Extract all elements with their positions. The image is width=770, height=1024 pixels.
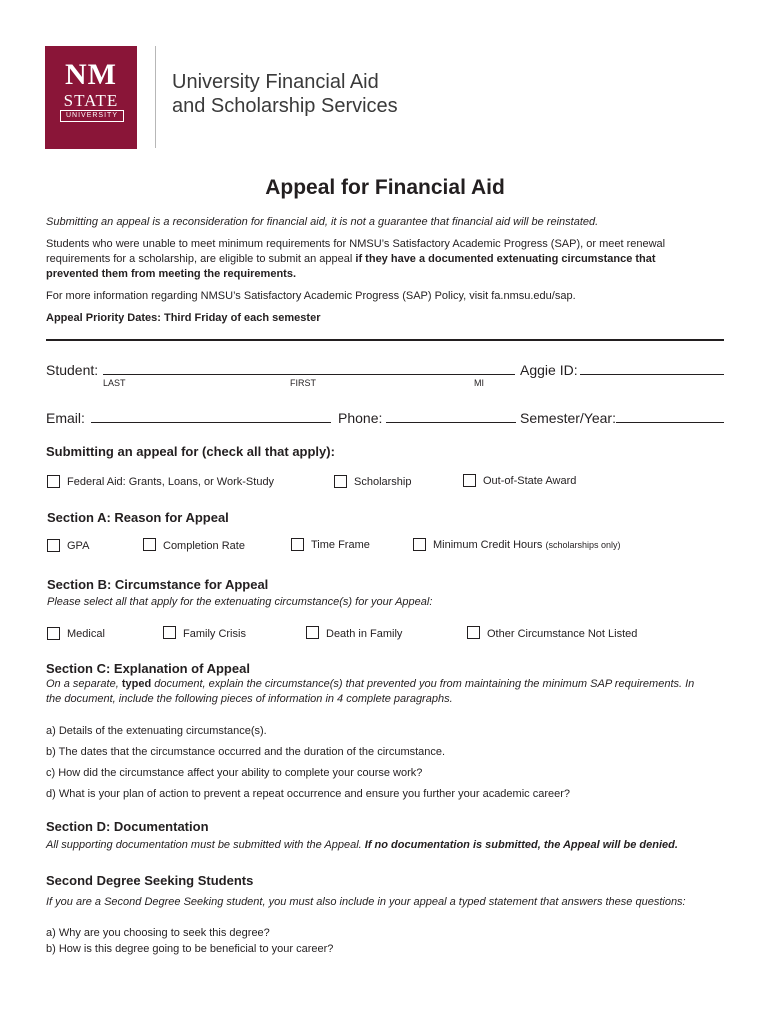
section-c-line1 [46, 677, 694, 692]
completion-rate-checkbox[interactable] [143, 538, 156, 551]
time-frame-checkbox[interactable] [291, 538, 304, 551]
gpa-checkbox[interactable] [47, 539, 60, 552]
mi-caption: MI [474, 378, 484, 388]
section-c-item-c: c) How did the circumstance affect your ability to complete your course work? [46, 767, 423, 779]
section-d-text-a: All supporting documentation must be submitted with the Appeal. [46, 839, 365, 851]
phone-field[interactable] [386, 422, 516, 423]
eligibility-line2 [46, 252, 665, 267]
scholarship-label: Scholarship [354, 476, 412, 488]
death-in-family-label: Death in Family [326, 628, 403, 640]
nmsu-logo [45, 46, 137, 149]
other-circumstance-label: Other Circumstance Not Listed [487, 628, 638, 640]
second-degree-item-a: a) Why are you choosing to seek this degree? [46, 927, 270, 939]
medical-label: Medical [67, 628, 105, 640]
section-rule [46, 339, 724, 341]
email-label: Email: [46, 410, 85, 426]
section-c-typed: typed [121, 678, 152, 690]
aggie-id-label: Aggie ID: [520, 362, 578, 378]
priority-dates-text: Appeal Priority Dates: Third Friday of each semester [46, 312, 321, 324]
min-credit-hours-text: Minimum Credit Hours [433, 539, 543, 551]
section-c-item-a: a) Details of the extenuating circumstance(s). [46, 725, 267, 737]
second-degree-instruction: If you are a Second Degree Seeking student, you must also include in your appeal a typed statement that answers these questions: [46, 896, 686, 908]
gpa-label: GPA [67, 540, 90, 552]
family-crisis-label: Family Crisis [183, 628, 246, 640]
first-name-caption: FIRST [290, 378, 316, 388]
federal-aid-checkbox[interactable] [47, 475, 60, 488]
section-d-heading: Section D: Documentation [46, 819, 209, 834]
second-degree-item-b: b) How is this degree going to be beneficial to your career? [46, 943, 334, 955]
org-name-line1: University Financial Aid [172, 71, 379, 93]
completion-rate-label: Completion Rate [163, 540, 245, 552]
page-title: Appeal for Financial Aid [265, 176, 505, 199]
eligibility-line2-normal: requirements for a scholarship, are eligible to submit an appeal [46, 253, 356, 265]
section-c-item-b: b) The dates that the circumstance occurred and the duration of the circumstance. [46, 746, 446, 758]
section-c-heading: Section C: Explanation of Appeal [46, 661, 250, 676]
section-b-instruction: Please select all that apply for the extenuating circumstance(s) for your Appeal: [47, 596, 433, 608]
section-d-text-b: If no documentation is submitted, the Appeal will be denied. [364, 839, 678, 851]
section-c-line1-a: On a separate, [46, 678, 122, 690]
second-degree-heading: Second Degree Seeking Students [46, 873, 254, 888]
org-name-line2: and Scholarship Services [172, 95, 398, 117]
email-field[interactable] [91, 422, 331, 423]
appeal-for-heading: Submitting an appeal for (check all that apply): [46, 444, 335, 459]
section-c-instruction [46, 677, 694, 707]
federal-aid-label: Federal Aid: Grants, Loans, or Work-Study [67, 476, 275, 488]
family-crisis-checkbox[interactable] [163, 626, 176, 639]
scholarship-checkbox[interactable] [334, 475, 347, 488]
logo-university-text: UNIVERSITY [60, 110, 124, 122]
logo-state-text: STATE [63, 91, 119, 110]
min-credit-hours-label [433, 538, 621, 552]
eligibility-line1: Students who were unable to meet minimum requirements for NMSU’s Satisfactory Academic Progress (SAP), or meet renewal [46, 238, 666, 250]
semester-year-label: Semester/Year: [520, 410, 616, 426]
eligibility-text [46, 237, 665, 282]
more-info-text: For more information regarding NMSU’s Satisfactory Academic Progress (SAP) Policy, visit fa.nmsu.edu/sap. [46, 290, 576, 302]
phone-label: Phone: [338, 410, 383, 426]
section-c-line1-c: document, explain the circumstance(s) that prevented you from maintaining the minimum SAP requirements. In [151, 678, 695, 690]
section-c-item-d: d) What is your plan of action to prevent a repeat occurrence and ensure you further your academic career? [46, 788, 571, 800]
section-b-heading: Section B: Circumstance for Appeal [47, 577, 269, 592]
last-name-caption: LAST [103, 378, 126, 388]
other-circumstance-checkbox[interactable] [467, 626, 480, 639]
out-of-state-label: Out-of-State Award [483, 475, 577, 487]
section-c-line2: the document, include the following pieces of information in 4 complete paragraphs. [46, 693, 453, 705]
student-label: Student: [46, 362, 99, 378]
logo-nm-text: NM [65, 58, 117, 91]
eligibility-line2-bold: if they have a documented extenuating circumstance that [355, 253, 656, 265]
semester-year-field[interactable] [616, 422, 724, 423]
time-frame-label: Time Frame [311, 539, 370, 551]
header-divider [155, 46, 156, 148]
disclaimer-text: Submitting an appeal is a reconsideration for financial aid, it is not a guarantee that financial aid will be reinstated. [46, 216, 599, 228]
death-in-family-checkbox[interactable] [306, 626, 319, 639]
min-credit-hours-checkbox[interactable] [413, 538, 426, 551]
section-a-heading: Section A: Reason for Appeal [47, 510, 229, 525]
medical-checkbox[interactable] [47, 627, 60, 640]
eligibility-line3: prevented them from meeting the requirements. [46, 268, 296, 280]
out-of-state-checkbox[interactable] [463, 474, 476, 487]
section-d-text [46, 838, 678, 853]
aggie-id-field[interactable] [580, 374, 724, 375]
student-name-field[interactable] [103, 374, 515, 375]
min-credit-hours-note: (scholarships only) [545, 540, 621, 550]
org-name [172, 70, 398, 118]
